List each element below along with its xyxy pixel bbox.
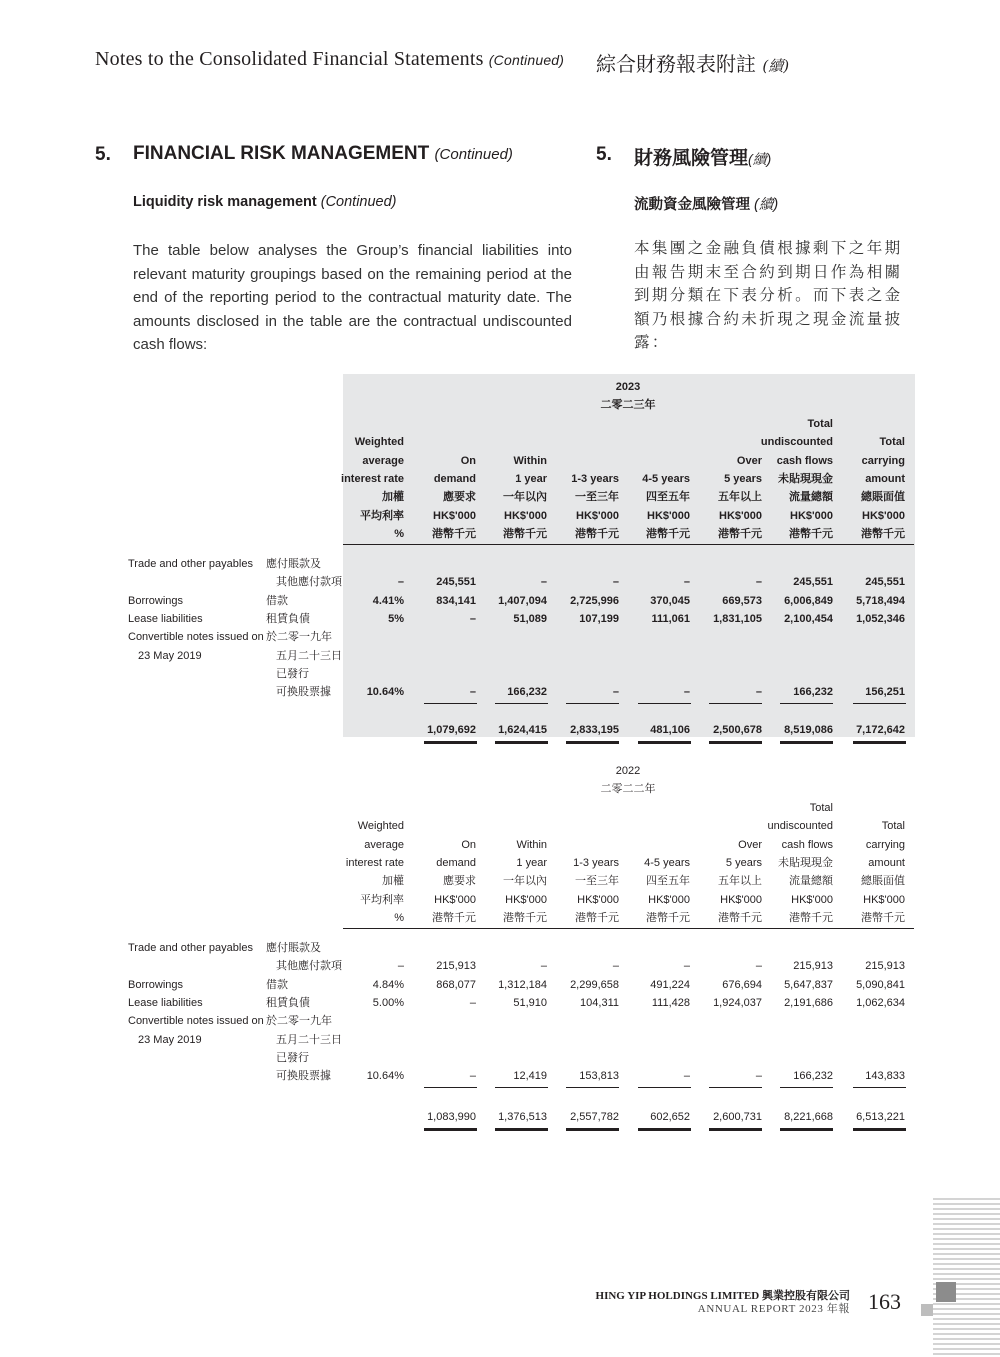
row-label-trade-zh1: 應付賬款及 bbox=[266, 558, 321, 570]
cell-total: 1,376,513 bbox=[498, 1111, 547, 1124]
col-header-on-demand: On bbox=[461, 838, 476, 851]
col-header-within-1: 1 year bbox=[515, 472, 547, 485]
cell-trade: – bbox=[397, 576, 404, 589]
col-header-over-5: Over bbox=[738, 838, 762, 851]
cell-lease: 5.00% bbox=[372, 996, 404, 1009]
col-header-y4-5: 四至五年 bbox=[646, 875, 690, 888]
row-label-conv-zh2: 五月二十三日 bbox=[276, 1033, 342, 1046]
total-rule bbox=[709, 741, 762, 744]
cell-total: 7,172,642 bbox=[856, 724, 905, 737]
footer-company: HING YIP HOLDINGS LIMITED 興業控股有限公司 bbox=[595, 1290, 850, 1302]
cell-trade: 245,551 bbox=[793, 576, 833, 589]
subsection-title-zh: 流動資金風險管理 (續) bbox=[634, 197, 779, 213]
cell-borrow: 1,312,184 bbox=[498, 978, 547, 991]
table-year-en: 2022 bbox=[615, 765, 641, 777]
section-title-zh: 財務風險管理(續) bbox=[634, 148, 772, 169]
cell-trade: – bbox=[540, 576, 547, 589]
cell-borrow: 5,718,494 bbox=[856, 594, 905, 607]
col-header-total-carry: amount bbox=[868, 856, 905, 869]
cell-conv: 12,419 bbox=[513, 1070, 547, 1083]
col-header-rate: 加權 bbox=[382, 875, 404, 888]
col-header-on-demand: HK$'000 bbox=[433, 509, 476, 522]
col-header-total-carry: 港幣千元 bbox=[861, 527, 905, 540]
col-header-y1-3: 1-3 years bbox=[571, 472, 619, 485]
cell-borrow: 5,647,837 bbox=[784, 978, 833, 991]
row-label-conv-en1: Convertible notes issued on bbox=[128, 631, 264, 644]
cell-trade: – bbox=[540, 960, 547, 973]
col-header-within-1: HK$'000 bbox=[505, 893, 547, 906]
cell-total: 2,557,782 bbox=[570, 1111, 619, 1124]
cell-trade: – bbox=[755, 960, 762, 973]
cell-conv: – bbox=[469, 686, 476, 699]
cell-conv: 166,232 bbox=[793, 686, 833, 699]
section-number-zh: 5. bbox=[596, 144, 612, 165]
running-header-en: Notes to the Consolidated Financial Statements (Continued) bbox=[95, 48, 565, 70]
subtotal-rule bbox=[495, 703, 548, 704]
col-header-total-undisc: cash flows bbox=[781, 838, 833, 851]
cell-conv: 10.64% bbox=[366, 1070, 404, 1083]
cell-lease: 111,428 bbox=[651, 996, 690, 1009]
subtotal-rule bbox=[853, 703, 906, 704]
total-rule bbox=[709, 1128, 762, 1131]
subtotal-rule bbox=[709, 703, 762, 704]
cell-conv: 10.64% bbox=[366, 686, 404, 699]
col-header-total-carry: carrying bbox=[865, 838, 905, 851]
subtotal-rule bbox=[495, 1087, 548, 1088]
cell-conv: – bbox=[683, 1070, 690, 1083]
col-header-over-5: 港幣千元 bbox=[718, 527, 762, 540]
col-header-rate: interest rate bbox=[345, 856, 404, 869]
col-header-y1-3: HK$'000 bbox=[576, 509, 619, 522]
col-header-total-undisc: 流量總額 bbox=[789, 491, 833, 504]
col-header-rate: 平均利率 bbox=[360, 509, 404, 522]
subtotal-rule bbox=[424, 1087, 477, 1088]
total-rule bbox=[495, 1128, 548, 1131]
col-header-total-carry: Total bbox=[879, 436, 905, 449]
cell-lease: 51,089 bbox=[513, 612, 547, 625]
col-header-over-5: 港幣千元 bbox=[718, 911, 762, 924]
total-rule bbox=[566, 1128, 619, 1131]
col-header-within-1: Within bbox=[516, 838, 547, 851]
decorative-square bbox=[936, 1282, 956, 1302]
col-header-on-demand: 應要求 bbox=[443, 491, 476, 504]
cell-lease: – bbox=[469, 612, 476, 625]
cell-borrow: 868,077 bbox=[436, 978, 476, 991]
cell-borrow: 5,090,841 bbox=[856, 978, 905, 991]
col-header-y1-3: 港幣千元 bbox=[575, 527, 619, 540]
cell-borrow: 2,725,996 bbox=[570, 594, 619, 607]
row-label-borrow-en: Borrowings bbox=[128, 978, 184, 991]
row-label-borrow-zh: 借款 bbox=[266, 978, 288, 991]
cell-conv: – bbox=[683, 686, 690, 699]
col-header-over-5: 5 years bbox=[724, 472, 762, 485]
cell-trade: – bbox=[397, 960, 404, 973]
cell-conv: 153,813 bbox=[579, 1070, 619, 1083]
cell-conv: – bbox=[755, 1070, 762, 1083]
row-label-conv-en2: 23 May 2019 bbox=[138, 1033, 202, 1046]
decorative-square-small bbox=[921, 1304, 933, 1316]
col-header-within-1: 一年以內 bbox=[503, 875, 547, 888]
row-label-trade-zh2: 其他應付款項 bbox=[276, 576, 342, 589]
subtotal-rule bbox=[566, 703, 619, 704]
col-header-within-1: 港幣千元 bbox=[503, 527, 547, 540]
col-header-y1-3: HK$'000 bbox=[577, 893, 619, 906]
total-rule bbox=[495, 741, 548, 744]
cell-lease: 107,199 bbox=[579, 612, 619, 625]
cell-trade: 245,551 bbox=[436, 576, 476, 589]
col-header-total-undisc: cash flows bbox=[776, 454, 833, 467]
cell-borrow: 6,006,849 bbox=[784, 594, 833, 607]
cell-conv: 166,232 bbox=[507, 686, 547, 699]
row-label-conv-zh3: 已發行 bbox=[276, 667, 309, 680]
cell-trade: – bbox=[683, 576, 690, 589]
cell-borrow: 370,045 bbox=[650, 594, 690, 607]
col-header-over-5: HK$'000 bbox=[720, 893, 762, 906]
row-label-lease-zh: 租賃負債 bbox=[266, 612, 310, 625]
cell-total: 2,500,678 bbox=[713, 724, 762, 737]
row-label-trade-zh2: 其他應付款項 bbox=[276, 960, 342, 973]
col-header-rate: % bbox=[394, 527, 404, 540]
col-header-total-undisc: 未貼現現金 bbox=[778, 856, 833, 869]
cell-total: 2,600,731 bbox=[713, 1111, 762, 1124]
cell-lease: 1,062,634 bbox=[856, 996, 905, 1009]
col-header-total-carry: 總賬面值 bbox=[861, 491, 905, 504]
row-label-trade-en: Trade and other payables bbox=[128, 942, 253, 954]
cell-lease: – bbox=[469, 996, 476, 1009]
col-header-within-1: 港幣千元 bbox=[503, 911, 547, 924]
col-header-total-undisc: Total bbox=[809, 802, 833, 814]
col-header-y4-5: 港幣千元 bbox=[646, 527, 690, 540]
cell-total: 602,652 bbox=[650, 1111, 690, 1124]
col-header-rate: Weighted bbox=[357, 820, 404, 833]
cell-borrow: 1,407,094 bbox=[498, 594, 547, 607]
cell-lease: 111,061 bbox=[651, 612, 690, 625]
col-header-y4-5: 4-5 years bbox=[642, 472, 690, 485]
cell-trade: 215,913 bbox=[865, 960, 905, 973]
cell-lease: 5% bbox=[388, 612, 404, 625]
cell-total: 1,079,692 bbox=[427, 724, 476, 737]
cell-lease: 51,910 bbox=[513, 996, 547, 1009]
cell-borrow: 491,224 bbox=[650, 978, 690, 991]
section-number-en: 5. bbox=[95, 144, 111, 165]
cell-total: 2,833,195 bbox=[570, 724, 619, 737]
col-header-rate: average bbox=[364, 838, 404, 851]
row-label-conv-zh4: 可換股票據 bbox=[276, 1070, 331, 1083]
table-year-zh: 二零二二年 bbox=[600, 783, 656, 795]
cell-conv: – bbox=[469, 1070, 476, 1083]
cell-conv: – bbox=[612, 686, 619, 699]
col-header-over-5: 5 years bbox=[725, 856, 762, 869]
col-header-rate: Weighted bbox=[354, 436, 404, 449]
col-header-total-undisc: 未貼現現金 bbox=[778, 472, 833, 485]
total-rule bbox=[780, 741, 833, 744]
col-header-total-carry: amount bbox=[865, 472, 905, 485]
cell-trade: 215,913 bbox=[793, 960, 833, 973]
total-rule bbox=[638, 1128, 691, 1131]
row-label-lease-zh: 租賃負債 bbox=[266, 996, 310, 1009]
col-header-total-undisc: HK$'000 bbox=[791, 893, 833, 906]
row-label-trade-zh1: 應付賬款及 bbox=[266, 942, 321, 954]
cell-trade: – bbox=[683, 960, 690, 973]
row-label-trade-en: Trade and other payables bbox=[128, 558, 253, 570]
col-header-y1-3: 港幣千元 bbox=[575, 911, 619, 924]
col-header-total-undisc: Total bbox=[807, 418, 833, 430]
total-rule bbox=[853, 1128, 906, 1131]
cell-total: 481,106 bbox=[650, 724, 690, 737]
cell-total: 6,513,221 bbox=[856, 1111, 905, 1124]
col-header-y1-3: 1-3 years bbox=[573, 856, 619, 869]
cell-borrow: 4.41% bbox=[372, 594, 404, 607]
col-header-total-carry: HK$'000 bbox=[863, 893, 905, 906]
row-label-conv-zh4: 可換股票據 bbox=[276, 686, 331, 699]
col-header-y4-5: 四至五年 bbox=[646, 491, 690, 504]
total-rule bbox=[424, 741, 477, 744]
cell-lease: 1,924,037 bbox=[713, 996, 762, 1009]
col-header-y4-5: 港幣千元 bbox=[646, 911, 690, 924]
cell-lease: 1,052,346 bbox=[856, 612, 905, 625]
cell-lease: 2,191,686 bbox=[784, 996, 833, 1009]
subsection-title-en: Liquidity risk management (Continued) bbox=[133, 194, 397, 210]
subtotal-rule bbox=[709, 1087, 762, 1088]
cell-conv: 156,251 bbox=[865, 686, 905, 699]
col-header-on-demand: On bbox=[460, 454, 476, 467]
subtotal-rule bbox=[566, 1087, 619, 1088]
col-header-total-undisc: undiscounted bbox=[767, 820, 833, 833]
row-label-conv-zh3: 已發行 bbox=[276, 1051, 309, 1064]
cell-total: 8,519,086 bbox=[784, 724, 833, 737]
cell-conv: 143,833 bbox=[865, 1070, 905, 1083]
cell-borrow: 2,299,658 bbox=[570, 978, 619, 991]
row-label-conv-zh1: 於二零一九年 bbox=[266, 1015, 332, 1028]
col-header-within-1: Within bbox=[513, 454, 547, 467]
col-header-rate: 平均利率 bbox=[360, 893, 404, 906]
col-header-within-1: 1 year bbox=[516, 856, 547, 869]
subtotal-rule bbox=[424, 703, 477, 704]
row-label-lease-en: Lease liabilities bbox=[128, 996, 203, 1009]
cell-trade: – bbox=[612, 960, 619, 973]
col-header-rate: average bbox=[362, 454, 404, 467]
row-label-conv-zh2: 五月二十三日 bbox=[276, 649, 342, 662]
section-title-en: FINANCIAL RISK MANAGEMENT (Continued) bbox=[133, 143, 513, 164]
subtotal-rule bbox=[638, 703, 691, 704]
col-header-on-demand: demand bbox=[436, 856, 476, 869]
col-header-over-5: 五年以上 bbox=[718, 875, 762, 888]
cell-borrow: 4.84% bbox=[372, 978, 404, 991]
col-header-over-5: HK$'000 bbox=[719, 509, 762, 522]
cell-borrow: 676,694 bbox=[722, 978, 762, 991]
cell-lease: 104,311 bbox=[580, 996, 619, 1009]
cell-lease: 1,831,105 bbox=[713, 612, 762, 625]
subtotal-rule bbox=[780, 1087, 833, 1088]
col-header-on-demand: 港幣千元 bbox=[432, 911, 476, 924]
subtotal-rule bbox=[780, 703, 833, 704]
decorative-stripes bbox=[933, 1198, 1000, 1357]
col-header-within-1: HK$'000 bbox=[504, 509, 547, 522]
col-header-y4-5: HK$'000 bbox=[647, 509, 690, 522]
total-rule bbox=[566, 741, 619, 744]
col-header-total-undisc: 港幣千元 bbox=[789, 527, 833, 540]
total-rule bbox=[853, 741, 906, 744]
col-header-total-carry: Total bbox=[881, 820, 905, 833]
page-number: 163 bbox=[868, 1289, 901, 1314]
table-year-en: 2023 bbox=[615, 381, 641, 393]
cell-trade: – bbox=[755, 576, 762, 589]
row-label-borrow-zh: 借款 bbox=[266, 594, 288, 607]
cell-conv: 166,232 bbox=[793, 1070, 833, 1083]
table-year-zh: 二零二三年 bbox=[600, 399, 656, 411]
col-header-on-demand: demand bbox=[433, 472, 476, 485]
col-header-over-5: Over bbox=[736, 454, 762, 467]
cell-total: 1,083,990 bbox=[427, 1111, 476, 1124]
col-header-total-carry: HK$'000 bbox=[862, 509, 905, 522]
row-label-conv-en2: 23 May 2019 bbox=[138, 649, 202, 662]
subtotal-rule bbox=[853, 1087, 906, 1088]
col-header-y1-3: 一至三年 bbox=[575, 875, 619, 888]
cell-borrow: 834,141 bbox=[436, 594, 476, 607]
total-rule bbox=[638, 741, 691, 744]
col-header-total-carry: 港幣千元 bbox=[861, 911, 905, 924]
header-underline bbox=[343, 928, 914, 929]
col-header-y4-5: 4-5 years bbox=[644, 856, 690, 869]
col-header-y4-5: HK$'000 bbox=[648, 893, 690, 906]
intro-paragraph-en: The table below analyses the Group’s financial liabilities into relevant maturity groupings based on the remaining period at the end of the reporting period to the contractual maturity date. The amounts disclosed in the table are the contractual undiscounted cash flows: bbox=[133, 242, 572, 353]
col-header-total-carry: carrying bbox=[861, 454, 905, 467]
col-header-total-carry: 總賬面值 bbox=[861, 875, 905, 888]
col-header-rate: % bbox=[394, 911, 404, 924]
cell-lease: 2,100,454 bbox=[784, 612, 833, 625]
cell-trade: 245,551 bbox=[865, 576, 905, 589]
col-header-total-undisc: HK$'000 bbox=[790, 509, 833, 522]
col-header-on-demand: HK$'000 bbox=[434, 893, 476, 906]
row-label-conv-zh1: 於二零一九年 bbox=[266, 631, 332, 644]
cell-total: 1,624,415 bbox=[498, 724, 547, 737]
cell-borrow: 669,573 bbox=[722, 594, 762, 607]
total-rule bbox=[780, 1128, 833, 1131]
row-label-borrow-en: Borrowings bbox=[128, 594, 184, 607]
col-header-within-1: 一年以內 bbox=[503, 491, 547, 504]
row-label-conv-en1: Convertible notes issued on bbox=[128, 1015, 264, 1028]
running-header-zh: 綜合財務報表附註 (續) bbox=[596, 52, 790, 76]
header-underline bbox=[343, 544, 914, 545]
col-header-total-undisc: 港幣千元 bbox=[789, 911, 833, 924]
col-header-rate: 加權 bbox=[382, 491, 404, 504]
col-header-total-undisc: undiscounted bbox=[760, 436, 833, 449]
cell-total: 8,221,668 bbox=[784, 1111, 833, 1124]
cell-trade: 215,913 bbox=[436, 960, 476, 973]
intro-paragraph-zh: 本集團之金融負債根據剩下之年期由報告期末至合約到期日作為相關到期分類在下表分析。而下表之金額乃根據合約未折現之現金流量披露： bbox=[634, 240, 903, 351]
col-header-on-demand: 應要求 bbox=[443, 875, 476, 888]
col-header-on-demand: 港幣千元 bbox=[432, 527, 476, 540]
row-label-lease-en: Lease liabilities bbox=[128, 612, 203, 625]
cell-trade: – bbox=[612, 576, 619, 589]
subtotal-rule bbox=[638, 1087, 691, 1088]
col-header-total-undisc: 流量總額 bbox=[789, 875, 833, 888]
col-header-y1-3: 一至三年 bbox=[575, 491, 619, 504]
col-header-over-5: 五年以上 bbox=[718, 491, 762, 504]
col-header-rate: interest rate bbox=[341, 472, 404, 485]
total-rule bbox=[424, 1128, 477, 1131]
cell-conv: – bbox=[755, 686, 762, 699]
footer-report: ANNUAL REPORT 2023 年報 bbox=[697, 1303, 850, 1315]
